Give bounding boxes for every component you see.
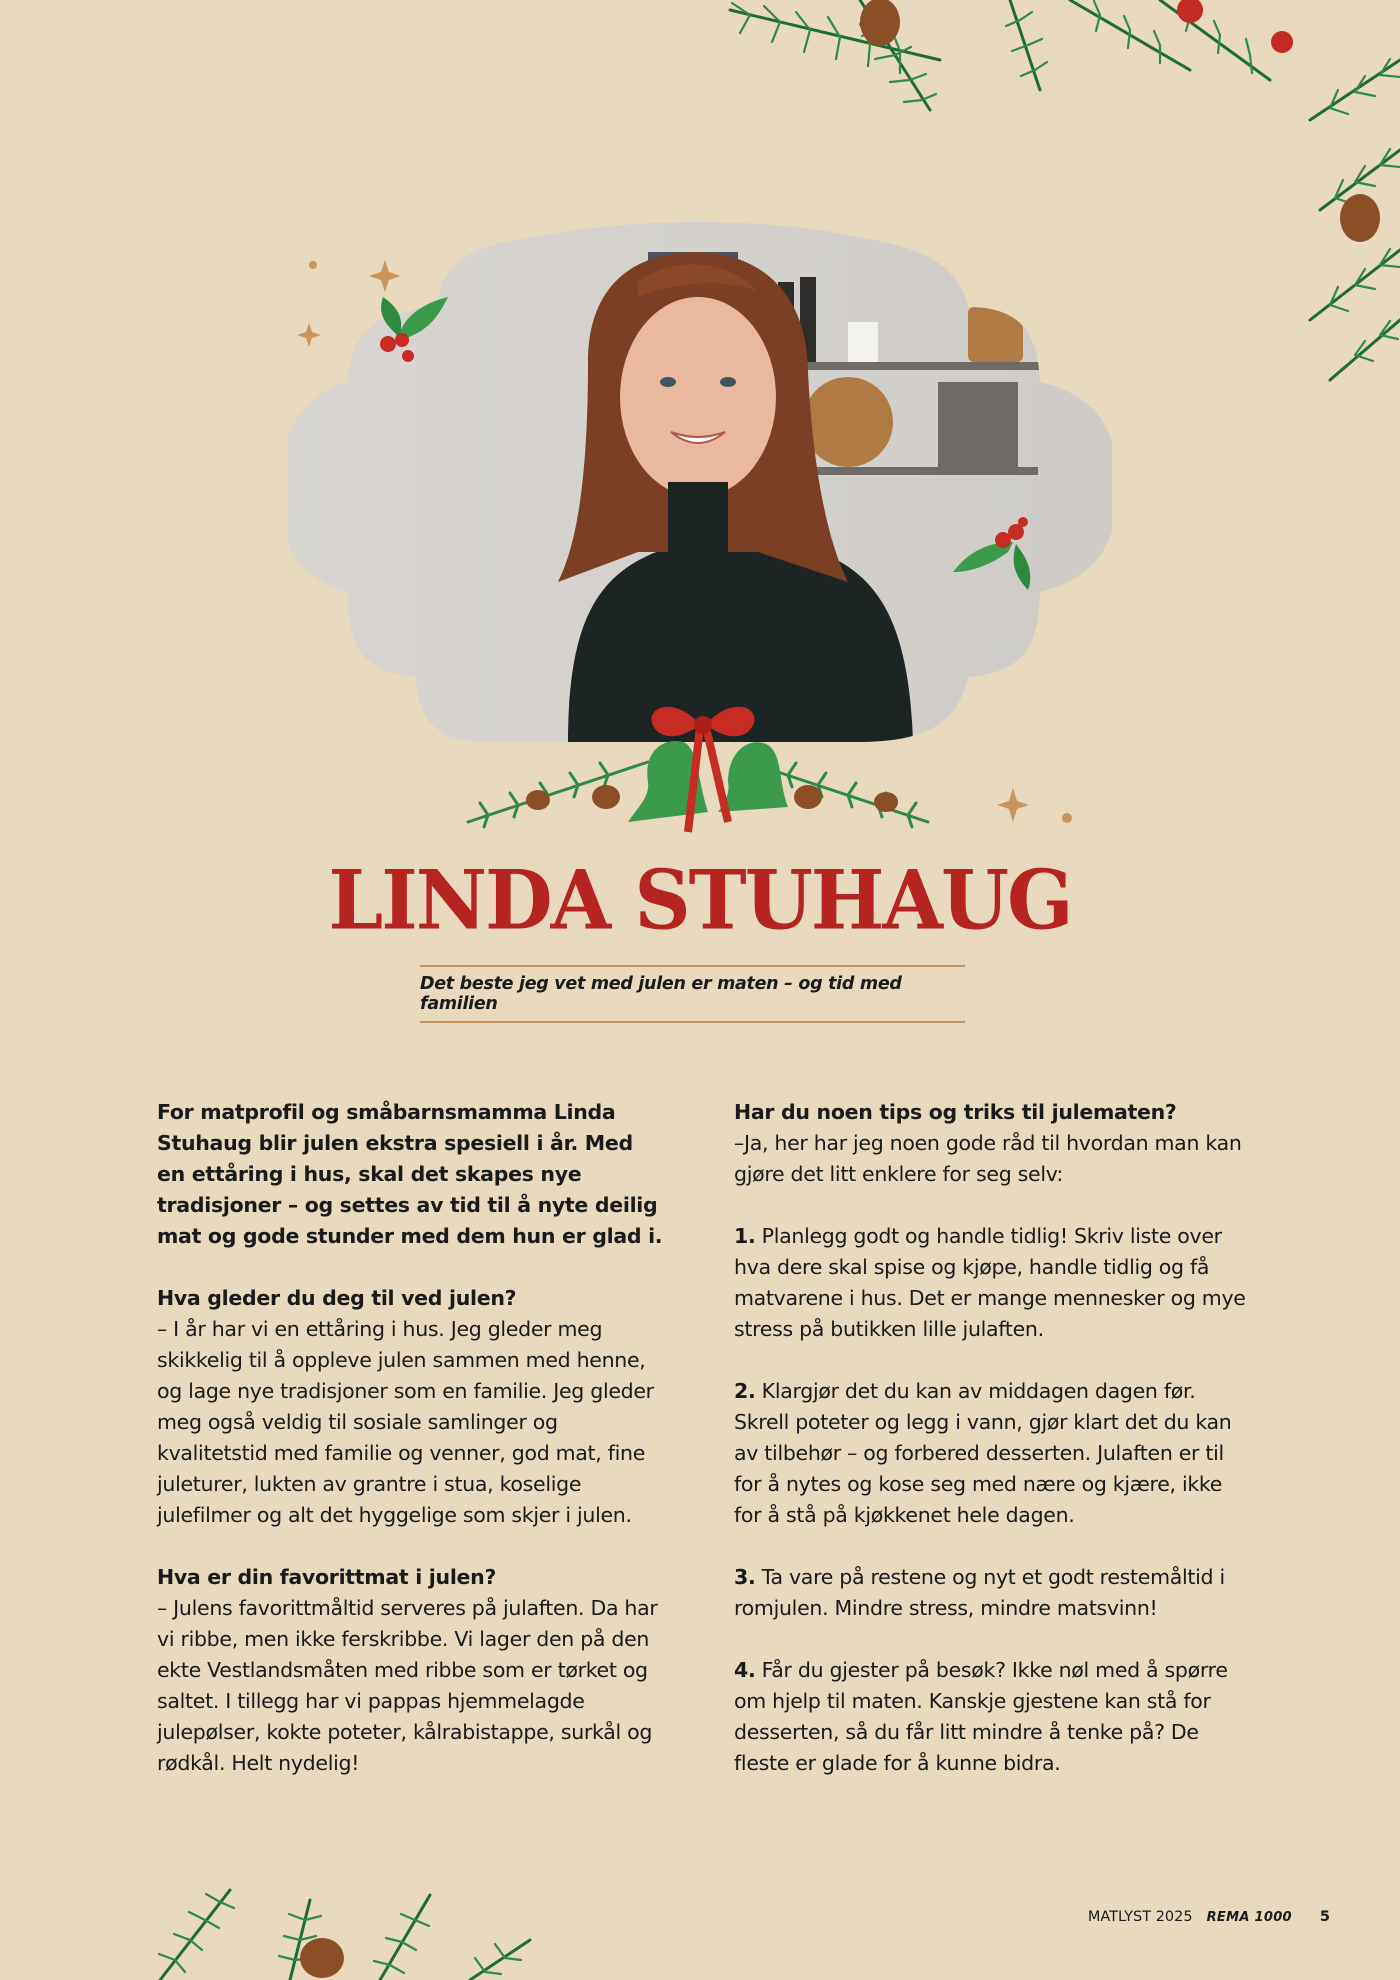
portrait-photo: [288, 222, 1112, 842]
tagline-box: [420, 965, 965, 1023]
tip-item: [734, 1221, 1254, 1345]
tagline: Det beste jeg vet med julen er maten – og tid med familien: [420, 974, 902, 1014]
tip-item: [734, 1655, 1254, 1779]
tip-number: 1.: [734, 1224, 756, 1248]
publication-name: MATLYST 2025: [1087, 1909, 1193, 1925]
page-title: LINDA STUHAUG: [328, 852, 1072, 949]
brand-logo: REMA 1000: [1206, 1909, 1292, 1925]
tip-number: 2.: [734, 1379, 756, 1403]
tip-text: Planlegg godt og handle tidlig! Skriv liste over hva dere skal spise og kjøpe, handle tidlig og få matvarene i hus. Det er mange mennesker og mye stress på butikken lille julaften.: [734, 1224, 1246, 1341]
pinecone-icon: [860, 0, 1380, 242]
qa-block: [734, 1097, 1254, 1190]
right-column: [734, 1097, 1254, 1810]
intro-paragraph: For matprofil og småbarnsmamma Linda Stuhaug blir julen ekstra spesiell i år. Med en ettåring i hus, skal det skapes nye tradisjoner – og settes av tid til å nyte deilig mat og gode stunder med dem hun er glad i.: [157, 1100, 663, 1248]
pine-branch-icon: [140, 1880, 560, 1980]
tip-text: Ta vare på restene og nyt et godt restemåltid i romjulen. Mindre stress, mindre matsvinn!: [734, 1565, 1225, 1620]
question-heading: Hva gleder du deg til ved julen?: [157, 1286, 517, 1310]
question-heading: Har du noen tips og triks til julematen?: [734, 1100, 1177, 1124]
question-heading: Hva er din favorittmat i julen?: [157, 1565, 497, 1589]
tip-number: 4.: [734, 1658, 756, 1682]
page-footer: [1088, 1905, 1330, 1929]
tip-number: 3.: [734, 1565, 756, 1589]
qa-block: [157, 1283, 667, 1531]
answer-text: –Ja, her har jeg noen gode råd til hvordan man kan gjøre det litt enklere for seg selv:: [734, 1131, 1242, 1186]
answer-text: – Julens favorittmåltid serveres på julaften. Da har vi ribbe, men ikke ferskribbe. Vi lager den på den ekte Vestlandsmåten med ribbe som er tørket og saltet. I tillegg har vi pappas hjemmelagde julepølser, kokte poteter, kålrabistappe, surkål og rødkål. Helt nydelig!: [157, 1596, 658, 1775]
page-number: 5: [1319, 1909, 1330, 1925]
tip-item: [734, 1562, 1254, 1624]
qa-block: [157, 1562, 667, 1779]
answer-text: – I år har vi en ettåring i hus. Jeg gleder meg skikkelig til å oppleve julen sammen med henne, og lage nye tradisjoner som en familie. Jeg gleder meg også veldig til sosiale samlinger og kvalitetstid med familie og venner, god mat, fine juleturer, lukten av grantre i stua, koselige julefilmer og alt det hyggelige som skjer i julen.: [157, 1317, 654, 1527]
tip-text: Får du gjester på besøk? Ikke nøl med å spørre om hjelp til maten. Kanskje gjestene kan stå for desserten, så du får litt mindre å tenke på? De fleste er glade for å kunne bidra.: [734, 1658, 1228, 1775]
tip-text: Klargjør det du kan av middagen dagen før. Skrell poteter og legg i vann, gjør klart det du kan av tilbehør – og forbered desserten. Julaften er til for å nytes og kose seg med nære og kjære, ikke for å stå på kjøkkenet hele dagen.: [734, 1379, 1232, 1527]
tip-item: [734, 1376, 1254, 1531]
left-column: [157, 1097, 667, 1810]
